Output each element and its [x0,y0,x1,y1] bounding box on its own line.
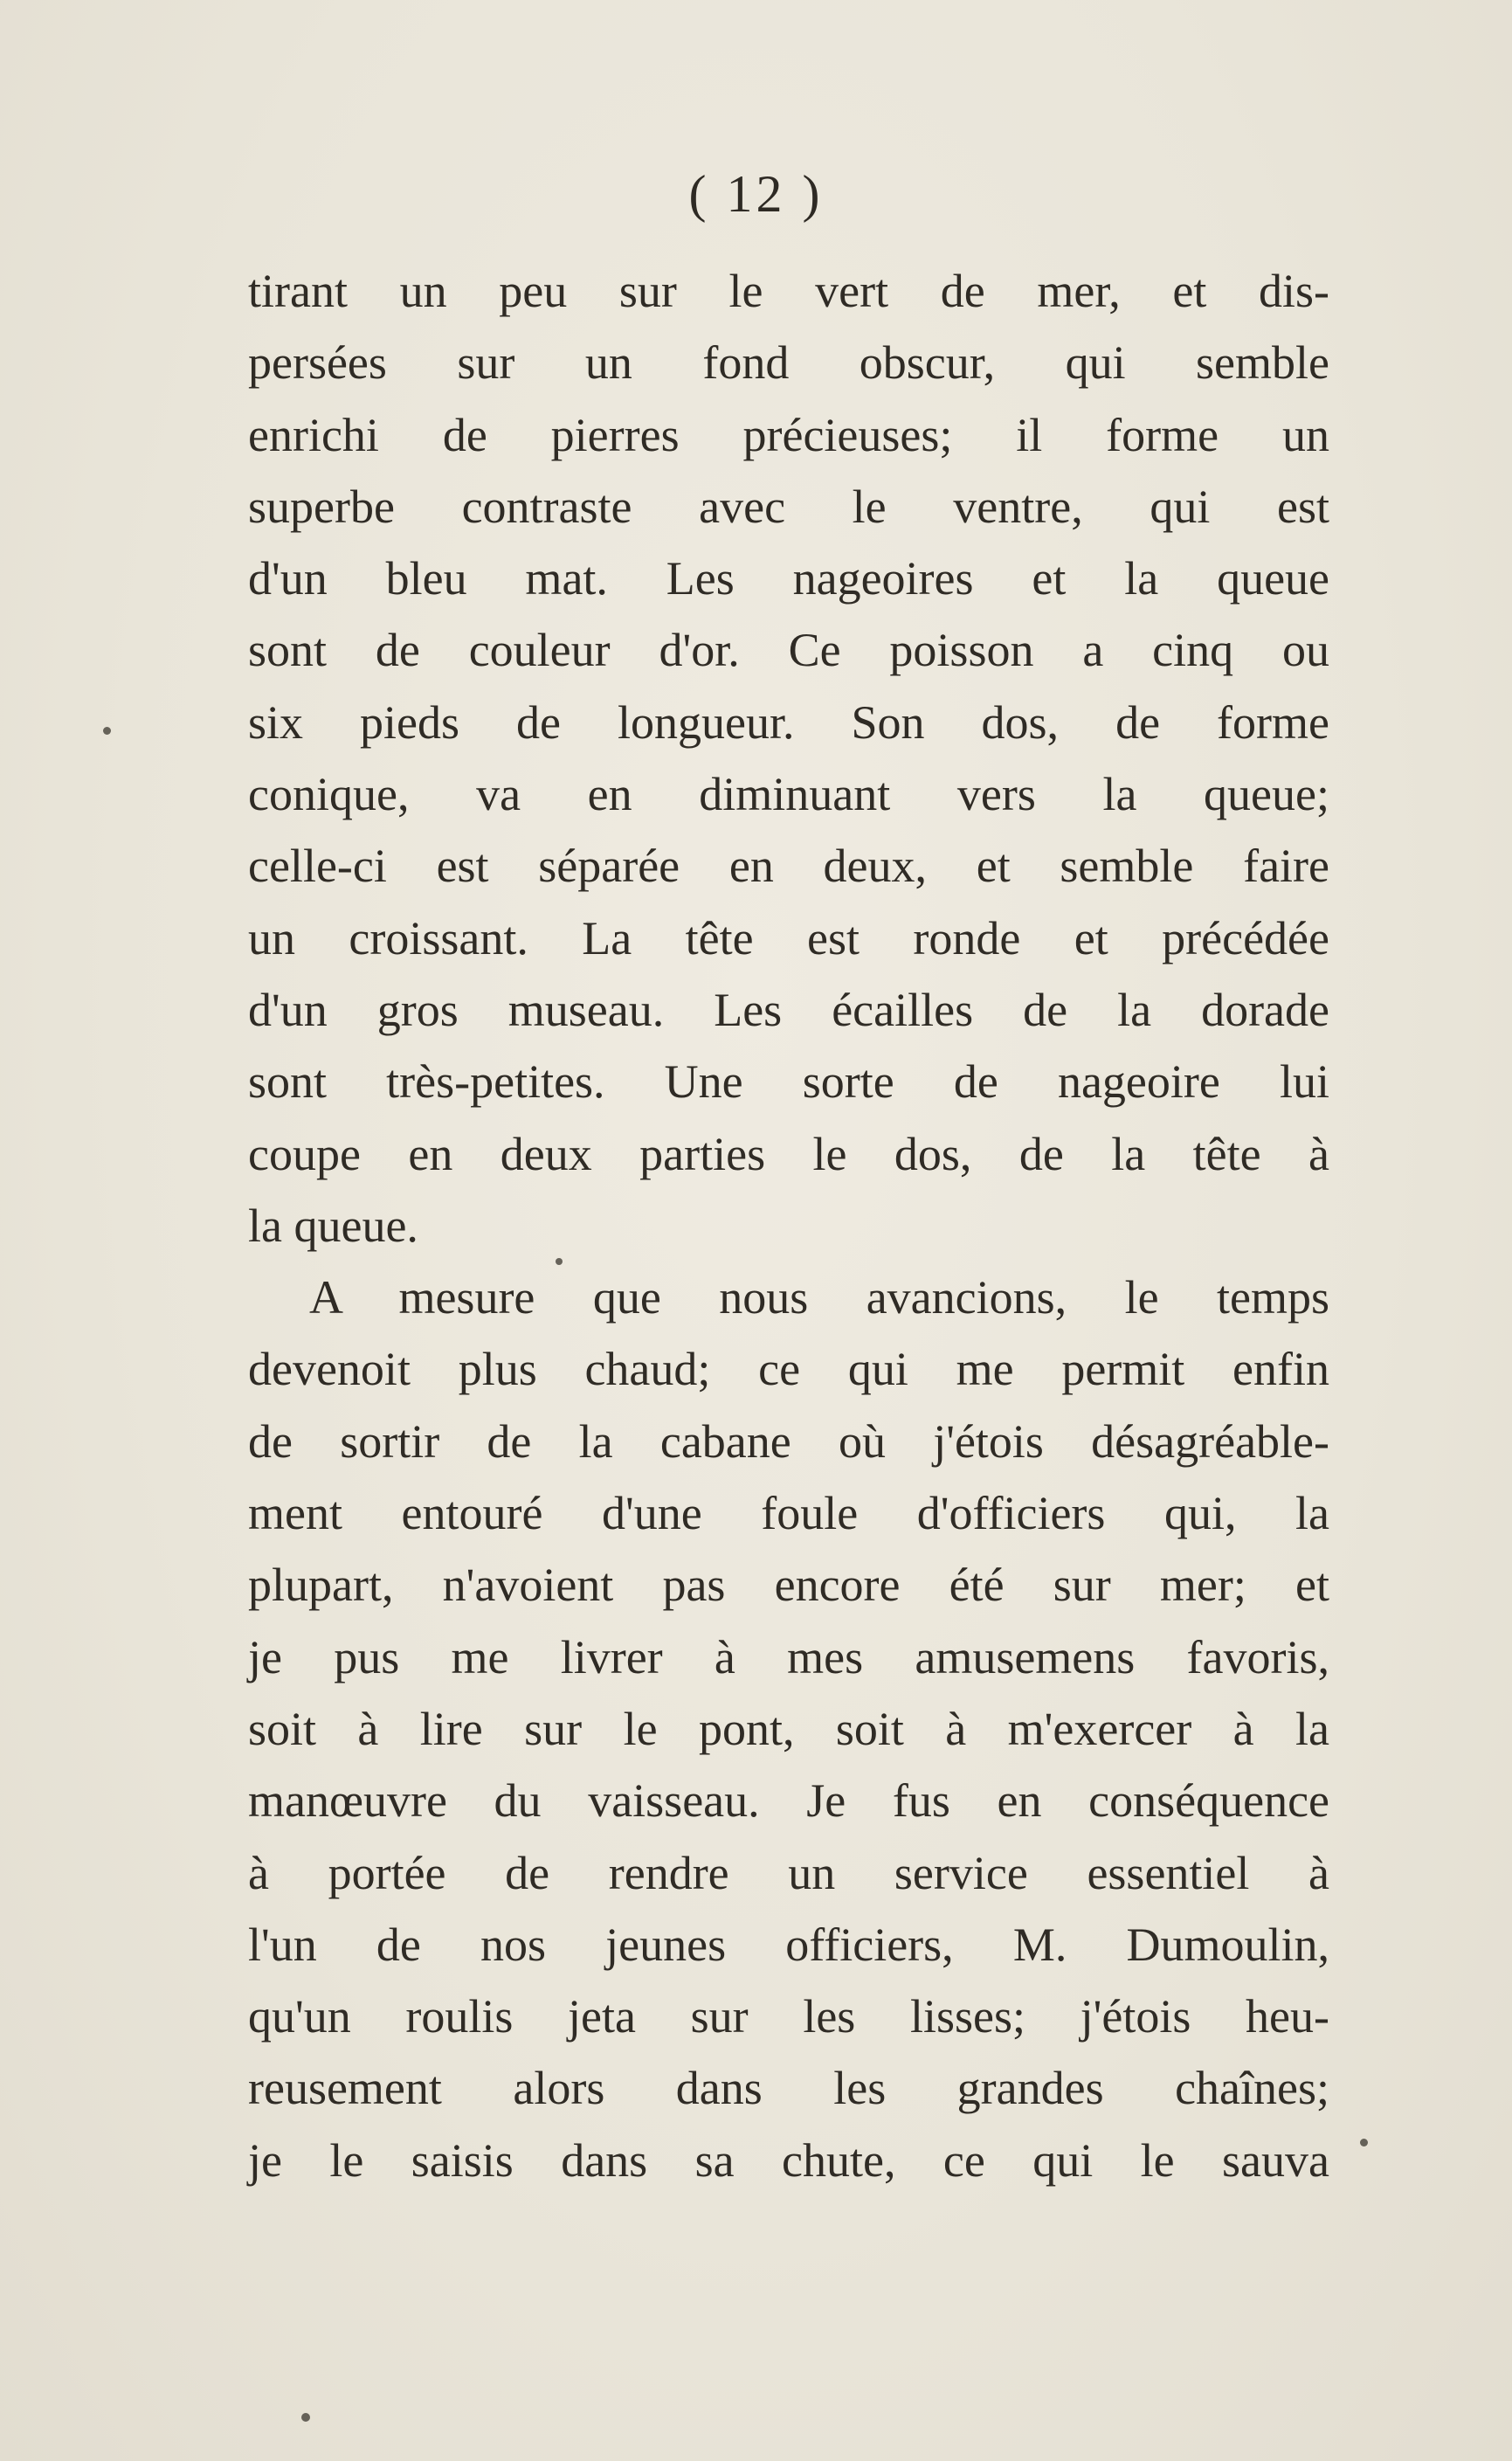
text-line: tirant un peu sur le vert de mer, et dis- [248,265,1329,317]
text-line: je le saisis dans sa chute, ce qui le sauva [248,2133,1329,2187]
text-line: coupe en deux parties le dos, de la tête à [248,1127,1329,1180]
text-line: de sortir de la cabane où j'étois désagréable- [248,1414,1329,1468]
text-line: superbe contraste avec le ventre, qui est [248,480,1329,533]
ink-speck [301,2413,310,2422]
text-line: celle-ci est séparée en deux, et semble faire [248,840,1329,893]
page-number: ( 12 ) [688,165,824,223]
text-line: reusement alors dans les grandes chaînes; [248,2062,1329,2115]
text-line: la queue. [248,1199,418,1252]
ink-speck [556,1258,563,1265]
text-line: qu'un roulis jeta sur les lisses; j'étois heu- [248,1990,1329,2043]
text-line: l'un de nos jeunes officiers, M. Dumoulin, [248,1918,1329,1971]
ink-speck [1360,2139,1368,2146]
text-line: enrichi de pierres précieuses; il forme un [248,408,1329,461]
text-line: je pus me livrer à mes amusemens favoris, [248,1630,1329,1683]
text-line: à portée de rendre un service essentiel à [248,1846,1329,1899]
text-line: ment entouré d'une foule d'officiers qui, la [248,1487,1329,1540]
text-line: six pieds de longueur. Son dos, de forme [248,695,1329,749]
text-line: persées sur un fond obscur, qui semble [248,336,1329,390]
text-line: sont de couleur d'or. Ce poisson a cinq ou [248,624,1329,677]
text-line: conique, va en diminuant vers la queue; [248,768,1329,821]
text-line: soit à lire sur le pont, soit à m'exercer à la [248,1702,1329,1755]
text-line: d'un bleu mat. Les nageoires et la queue [248,552,1329,605]
text-line: plupart, n'avoient pas encore été sur mer; et [248,1559,1329,1612]
text-line: A mesure que nous avancions, le temps [309,1271,1329,1324]
ink-speck [103,727,111,735]
text-line: un croissant. La tête est ronde et précédée [248,911,1329,964]
text-line: devenoit plus chaud; ce qui me permit enfin [248,1343,1329,1396]
paragraph [248,255,1329,1262]
text-line: manœuvre du vaisseau. Je fus en conséquence [248,1774,1329,1828]
text-line: sont très-petites. Une sorte de nageoire lui [248,1055,1329,1109]
body-text [248,255,1329,2196]
paragraph [248,1262,1329,2196]
text-line: d'un gros museau. Les écailles de la dorade [248,983,1329,1036]
